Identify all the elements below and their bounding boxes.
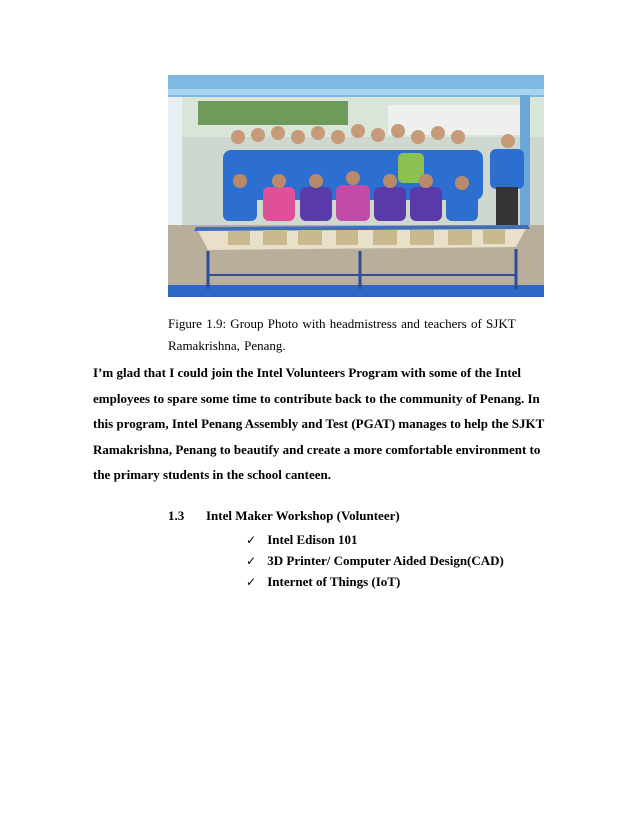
caption-line-2: Ramakrishna, Penang. — [168, 338, 286, 353]
checkmark-icon: ✓ — [246, 554, 257, 568]
caption-line-1: Figure 1.9: Group Photo with headmistress and teachers of SJKT — [168, 316, 516, 331]
section-number: 1.3 — [168, 508, 185, 523]
section-title: Intel Maker Workshop (Volunteer) — [206, 508, 400, 523]
checklist — [246, 529, 504, 592]
checkmark-icon: ✓ — [246, 575, 257, 589]
list-item-label: Internet of Things (IoT) — [267, 574, 401, 589]
list-item-label: 3D Printer/ Computer Aided Design(CAD) — [267, 553, 504, 568]
group-photo-illustration — [168, 75, 544, 297]
list-item-label: Intel Edison 101 — [267, 532, 358, 547]
body-paragraph: I’m glad that I could join the Intel Volunteers Program with some of the Intel employees to spare some time to contribute back to the community of Penang. In this program, Intel Penang Assembly and Test (PGAT) manages to help the SJKT Ramakrishna, Penang to beautify and create a more comfortable environment to the primary students in the school canteen. — [93, 365, 545, 482]
list-item — [246, 529, 504, 550]
group-photo — [168, 75, 544, 297]
figure-caption — [168, 313, 548, 357]
checkmark-icon: ✓ — [246, 533, 257, 547]
list-item — [246, 571, 504, 592]
list-item — [246, 550, 504, 571]
